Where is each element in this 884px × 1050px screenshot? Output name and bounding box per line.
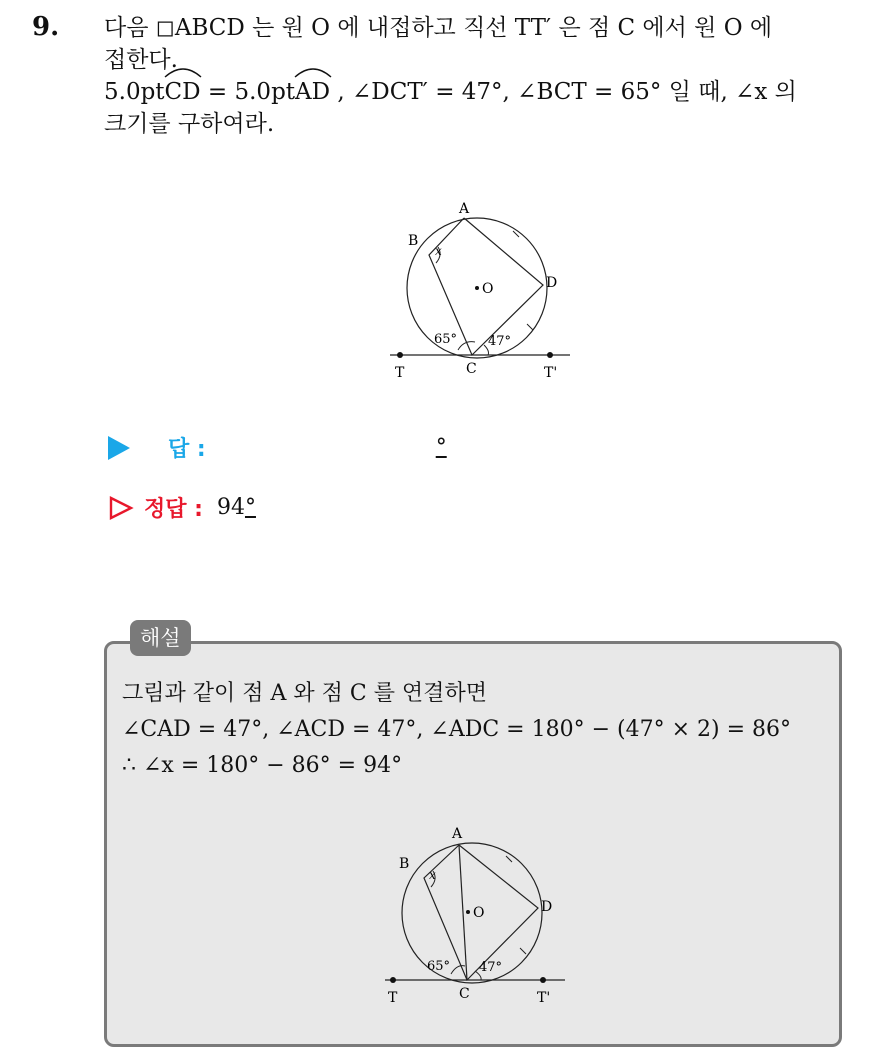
solution-line-2: ∠CAD = 47°, ∠ACD = 47°, ∠ADC = 180° − (47° × 2) = 86°: [122, 717, 792, 742]
solution-line-1: 그림과 같이 점 A 와 점 C 를 연결하면: [122, 681, 487, 706]
sol-label-t-prime: T': [537, 990, 551, 1006]
answer-label: 답 :: [168, 437, 206, 462]
label-t-prime: T': [544, 365, 558, 381]
label-c: C: [466, 361, 477, 377]
answer-arrow-icon: [108, 436, 130, 460]
label-a: A: [459, 201, 470, 217]
question-line-2: 접한다.: [104, 47, 178, 73]
sol-label-65: 65°: [427, 959, 451, 974]
arc-cd: [165, 76, 201, 108]
correct-answer-number: 94: [216, 495, 245, 520]
question-number: 9.: [32, 12, 60, 42]
sol-label-a: A: [452, 826, 463, 842]
sol-label-o: O: [473, 905, 485, 921]
arc-ad-label: AD: [295, 79, 331, 105]
sol-label-d: D: [541, 899, 553, 915]
question-line-1: 다음 ◻ABCD 는 원 O 에 내접하고 직선 TT′ 은 점 C 에서 원 O 에: [104, 15, 773, 41]
sol-label-x: x: [429, 868, 436, 882]
label-d: D: [546, 275, 558, 291]
arc-cd-label: CD: [164, 79, 201, 105]
question-line-3: [104, 76, 864, 108]
question-mid: = 5.0pt: [200, 79, 296, 105]
label-47: 47°: [488, 334, 512, 349]
correct-answer-value: [217, 495, 256, 520]
label-t: T: [395, 365, 405, 381]
sol-label-c: C: [459, 986, 470, 1002]
correct-answer-unit: °: [244, 495, 256, 520]
solution-text: [122, 676, 791, 784]
sol-label-47: 47°: [479, 960, 503, 975]
correct-answer-row: [108, 492, 256, 523]
label-o: O: [482, 281, 494, 297]
question-line-4: 크기를 구하여라.: [104, 111, 275, 137]
answer-unit: °: [435, 435, 447, 460]
label-x: x: [435, 244, 442, 258]
sol-label-t: T: [388, 990, 398, 1006]
arc-ad: [295, 76, 330, 108]
arc-cd-mark: [163, 64, 203, 78]
question-text: [104, 12, 864, 140]
correct-arrow-icon: [108, 495, 134, 521]
arc-ad-mark: [293, 64, 333, 78]
solution-tag: 해설: [130, 620, 191, 656]
geometry-figure-question: [380, 195, 580, 385]
question-prefix: 5.0pt: [104, 79, 165, 105]
solution-line-3: ∴ ∠x = 180° − 86° = 94°: [122, 753, 403, 778]
correct-answer-label: 정답 :: [144, 497, 203, 522]
label-65: 65°: [434, 332, 458, 347]
label-b: B: [408, 233, 419, 249]
sol-label-b: B: [399, 856, 410, 872]
question-suffix: , ∠DCT′ = 47°, ∠BCT = 65° 일 때, ∠x 의: [330, 79, 797, 105]
answer-row: [108, 432, 447, 463]
geometry-figure-solution: [375, 820, 575, 1010]
